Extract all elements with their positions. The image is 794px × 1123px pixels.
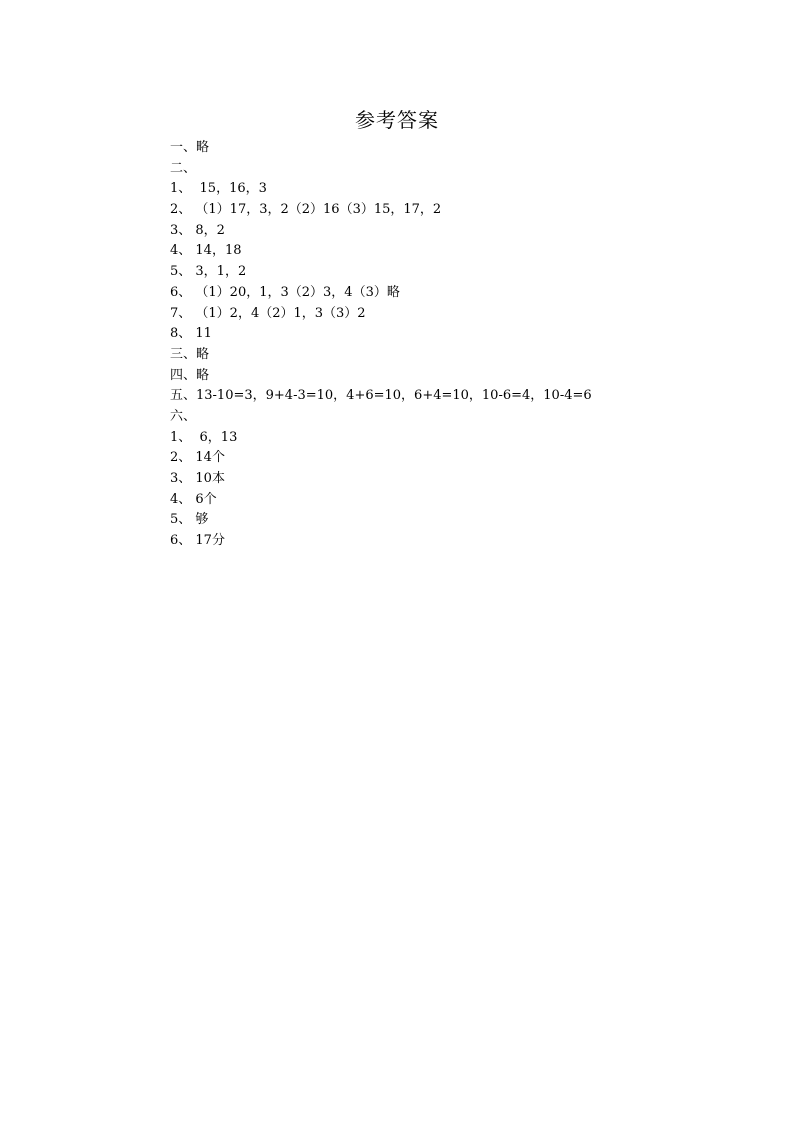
answer-line: 7、 （1）2，4（2）1，3（3）2 bbox=[170, 305, 366, 321]
answer-line: 3、 10本 bbox=[170, 471, 225, 486]
answer-line: 4、 6个 bbox=[170, 491, 217, 507]
answer-line: 2、 14个 bbox=[170, 450, 225, 466]
answer-line: 一、略 bbox=[170, 140, 210, 155]
answer-list bbox=[170, 138, 730, 552]
answer-line: 3、 8，2 bbox=[170, 222, 225, 238]
answer-line: 6、 17分 bbox=[170, 533, 225, 549]
answer-line: 5、 够 bbox=[170, 512, 209, 528]
answer-line: 5、 3，1，2 bbox=[170, 264, 247, 280]
answer-line: 1、 15，16，3 bbox=[170, 181, 267, 197]
page-title: 参考答案 bbox=[355, 108, 439, 132]
answer-line: 6、 （1）20，1，3（2）3，4（3）略 bbox=[170, 284, 400, 300]
answer-line: 四、略 bbox=[170, 367, 210, 383]
answer-line: 六、 bbox=[170, 408, 197, 424]
answer-line: 8、 11 bbox=[170, 326, 212, 342]
answer-line: 4、 14，18 bbox=[170, 243, 242, 259]
answer-line: 2、 （1）17，3，2（2）16（3）15，17，2 bbox=[170, 202, 442, 218]
answer-line: 三、略 bbox=[170, 346, 210, 362]
answer-line: 五、13-10=3，9+4-3=10，4+6=10，6+4=10，10-6=4，10-4=6 bbox=[170, 388, 592, 404]
answer-line: 二、 bbox=[170, 160, 197, 176]
answer-line: 1、 6，13 bbox=[170, 429, 238, 445]
